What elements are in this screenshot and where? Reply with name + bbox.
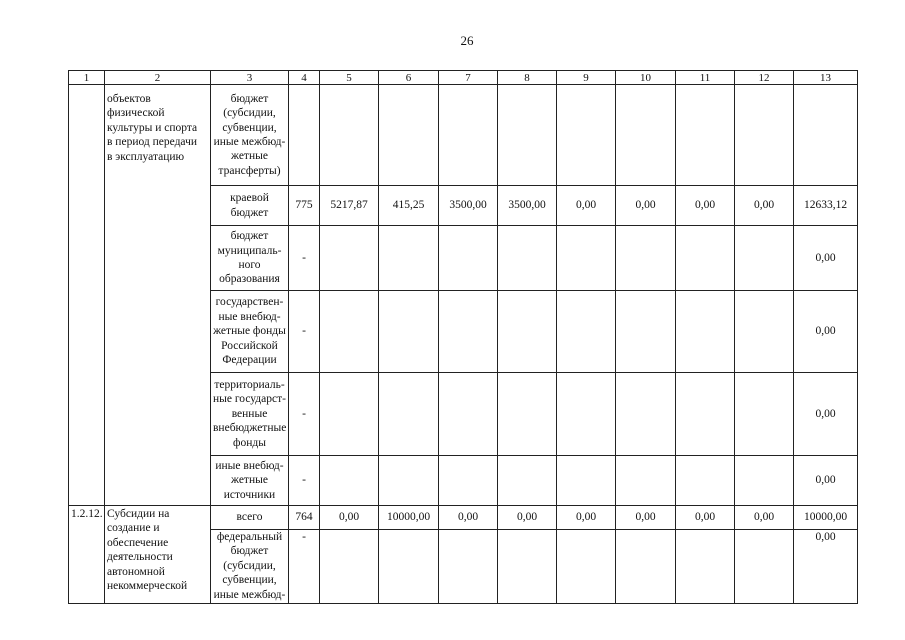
value-cell <box>498 226 557 291</box>
value-cell: 0,00 <box>320 506 379 530</box>
funding-source-cell: иные внебюд- жетные источники <box>211 456 289 506</box>
item-name-cell: объектов физической культуры и спорта в период передачи в эксплуатацию <box>105 85 211 506</box>
total-cell: 0,00 <box>794 291 858 373</box>
value-cell <box>379 530 439 604</box>
value-cell <box>379 226 439 291</box>
value-cell: - <box>289 226 320 291</box>
value-cell: - <box>289 456 320 506</box>
column-number: 1 <box>69 71 105 85</box>
value-cell <box>557 373 616 456</box>
column-number-row <box>69 71 858 85</box>
column-number: 5 <box>320 71 379 85</box>
value-cell <box>735 530 794 604</box>
value-cell <box>498 456 557 506</box>
value-cell <box>616 456 676 506</box>
value-cell <box>794 85 858 186</box>
value-cell: 0,00 <box>735 506 794 530</box>
value-cell <box>676 373 735 456</box>
funding-source-cell: территориаль- ные государст- венные внебюджетные фонды <box>211 373 289 456</box>
total-cell: 12633,12 <box>794 186 858 226</box>
column-number: 7 <box>439 71 498 85</box>
value-cell <box>320 85 379 186</box>
column-number: 8 <box>498 71 557 85</box>
column-number: 10 <box>616 71 676 85</box>
value-cell: 775 <box>289 186 320 226</box>
value-cell <box>379 373 439 456</box>
value-cell: 5217,87 <box>320 186 379 226</box>
value-cell <box>616 85 676 186</box>
value-cell <box>557 456 616 506</box>
column-number: 11 <box>676 71 735 85</box>
value-cell <box>498 373 557 456</box>
value-cell: 10000,00 <box>379 506 439 530</box>
value-cell <box>498 530 557 604</box>
funding-source-cell: всего <box>211 506 289 530</box>
total-cell: 10000,00 <box>794 506 858 530</box>
value-cell: - <box>289 373 320 456</box>
value-cell: 764 <box>289 506 320 530</box>
value-cell <box>735 291 794 373</box>
value-cell <box>616 373 676 456</box>
value-cell <box>320 291 379 373</box>
value-cell: 0,00 <box>676 186 735 226</box>
column-number: 13 <box>794 71 858 85</box>
value-cell <box>676 291 735 373</box>
funding-source-cell: бюджет муниципаль- ного образования <box>211 226 289 291</box>
value-cell <box>289 85 320 186</box>
value-cell: 3500,00 <box>498 186 557 226</box>
column-number: 12 <box>735 71 794 85</box>
value-cell <box>557 226 616 291</box>
value-cell <box>320 226 379 291</box>
funding-source-cell: краевой бюджет <box>211 186 289 226</box>
total-cell: 0,00 <box>794 456 858 506</box>
total-cell: 0,00 <box>794 530 858 604</box>
value-cell <box>320 456 379 506</box>
value-cell: - <box>289 530 320 604</box>
value-cell <box>439 530 498 604</box>
value-cell <box>498 85 557 186</box>
value-cell: 0,00 <box>557 506 616 530</box>
value-cell: 0,00 <box>616 506 676 530</box>
column-number: 4 <box>289 71 320 85</box>
column-number: 3 <box>211 71 289 85</box>
value-cell <box>676 456 735 506</box>
value-cell <box>439 85 498 186</box>
value-cell <box>616 226 676 291</box>
value-cell: 3500,00 <box>439 186 498 226</box>
value-cell <box>439 456 498 506</box>
item-number-cell: 1.2.12. <box>69 506 105 604</box>
column-number: 2 <box>105 71 211 85</box>
budget-table <box>68 70 858 604</box>
value-cell <box>735 373 794 456</box>
item-name-cell: Субсидии на создание и обеспечение деятельности автономной некоммерческой <box>105 506 211 604</box>
value-cell <box>676 85 735 186</box>
column-number: 9 <box>557 71 616 85</box>
value-cell <box>735 85 794 186</box>
value-cell: 0,00 <box>557 186 616 226</box>
value-cell <box>676 226 735 291</box>
value-cell: 415,25 <box>379 186 439 226</box>
value-cell <box>439 373 498 456</box>
value-cell <box>379 456 439 506</box>
value-cell: - <box>289 291 320 373</box>
value-cell: 0,00 <box>735 186 794 226</box>
value-cell <box>379 85 439 186</box>
total-cell: 0,00 <box>794 226 858 291</box>
value-cell <box>379 291 439 373</box>
value-cell <box>735 456 794 506</box>
value-cell: 0,00 <box>439 506 498 530</box>
table-row <box>69 506 858 530</box>
value-cell <box>557 85 616 186</box>
page-number: 26 <box>460 33 474 48</box>
funding-source-cell: бюджет (субсидии, субвенции, иные межбюд- жетные трансферты) <box>211 85 289 186</box>
value-cell <box>676 530 735 604</box>
value-cell: 0,00 <box>616 186 676 226</box>
value-cell: 0,00 <box>676 506 735 530</box>
funding-source-cell: федеральный бюджет (субсидии, субвенции, иные межбюд- <box>211 530 289 604</box>
value-cell <box>735 226 794 291</box>
value-cell <box>498 291 557 373</box>
funding-source-cell: государствен- ные внебюд- жетные фонды Российской Федерации <box>211 291 289 373</box>
total-cell: 0,00 <box>794 373 858 456</box>
value-cell <box>557 291 616 373</box>
table-row <box>69 85 858 186</box>
value-cell <box>439 226 498 291</box>
item-number-cell <box>69 85 105 506</box>
value-cell <box>320 373 379 456</box>
value-cell <box>439 291 498 373</box>
value-cell <box>557 530 616 604</box>
column-number: 6 <box>379 71 439 85</box>
value-cell <box>616 291 676 373</box>
value-cell: 0,00 <box>498 506 557 530</box>
value-cell <box>616 530 676 604</box>
value-cell <box>320 530 379 604</box>
